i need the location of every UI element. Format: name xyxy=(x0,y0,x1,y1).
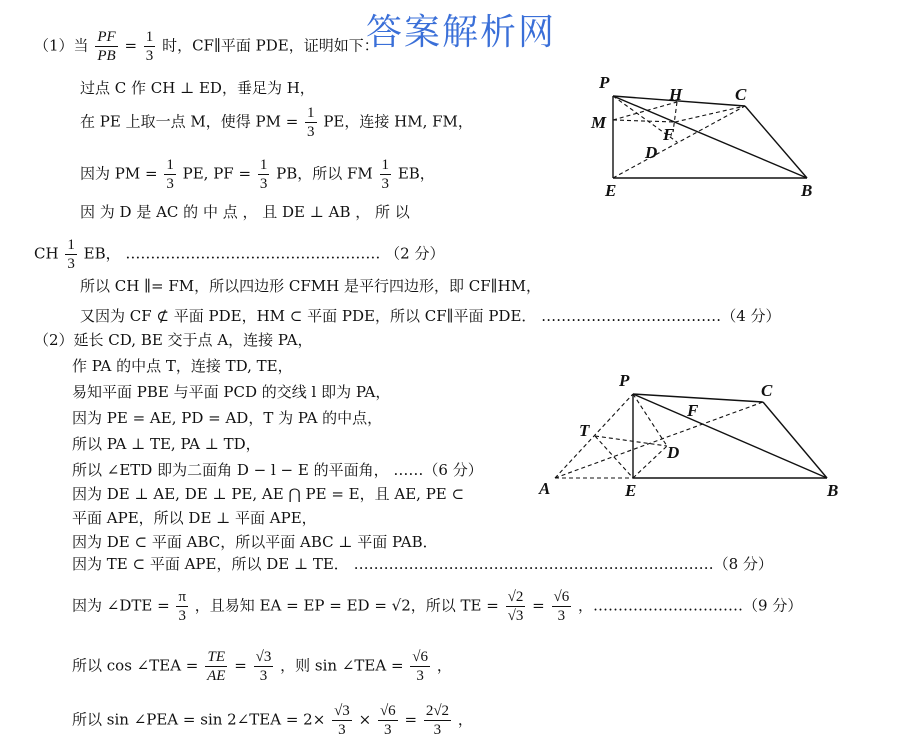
fraction-one-third: $\frac{1}{3}$ xyxy=(145,29,154,64)
figure-1 xyxy=(585,70,825,200)
part2-line7: 因为 DE ⊥ AE, DE ⊥ PE, AE ⋂ PE = E，且 AE, PE ⊂ xyxy=(72,485,465,503)
svg-text:D: D xyxy=(667,443,680,462)
svg-text:C: C xyxy=(761,381,773,400)
svg-text:P: P xyxy=(619,372,630,390)
svg-text:F: F xyxy=(663,125,675,144)
svg-text:C: C xyxy=(735,85,747,104)
part2-line5: 所以 PA ⊥ TE, PA ⊥ TD， xyxy=(72,435,261,453)
part2-line6: 所以 ∠ETD 即为二面角 D − l − E 的平面角， ……（6 分） xyxy=(72,461,483,479)
svg-text:B: B xyxy=(801,181,813,200)
part1-line3: 因为 PM = $\frac{1}{3}$ PE, PF = $\frac{1}{3}$ PB，所以 FM $\frac{1}{3}$ EB， xyxy=(80,157,435,192)
svg-text:T: T xyxy=(579,421,590,440)
fraction-pf-pb: $\frac{PF}{PB}$ xyxy=(97,29,116,64)
part2-line10: 因为 TE ⊂ 平面 APE，所以 DE ⊥ TE． ………………………………………………………………（8 分） xyxy=(72,555,773,573)
part2-line13: 所以 sin ∠PEA = sin 2∠TEA = 2× $\frac{√3}{3}$ × $\frac{√6}{3}$ = $\frac{2√2}{3}$ ， xyxy=(72,703,473,738)
svg-text:E: E xyxy=(605,181,617,200)
svg-text:F: F xyxy=(687,401,699,420)
part2-line3: 易知平面 PBE 与平面 PCD 的交线 l 即为 PA， xyxy=(72,383,391,401)
svg-text:A: A xyxy=(539,479,551,498)
part2-line2: 作 PA 的中点 T，连接 TD, TE， xyxy=(72,357,293,375)
part1-line5: CH $\frac{1}{3}$ EB， …………………………………………… （2 分） xyxy=(34,237,445,272)
svg-text:E: E xyxy=(625,481,637,500)
part1-line7: 又因为 CF ⊄ 平面 PDE，HM ⊂ 平面 PDE，所以 CF∥平面 PDE． ………………………………（4 分） xyxy=(80,307,781,325)
part2-line1: （2）延长 CD, BE 交于点 A，连接 PA， xyxy=(34,331,313,349)
part2-line9: 因为 DE ⊂ 平面 ABC，所以平面 ABC ⊥ 平面 PAB． xyxy=(72,533,438,551)
svg-text:P: P xyxy=(599,73,610,92)
figure-2 xyxy=(535,372,860,507)
svg-text:H: H xyxy=(669,85,683,104)
part1-line1: 过点 C 作 CH ⊥ ED，垂足为 H， xyxy=(80,79,315,97)
part2-line11: 因为 ∠DTE = $\frac{\pi}{3}$ ，且易知 EA = EP = ED = √2，所以 TE = $\frac{√2}{√3}$ = $\frac{√6}{3}$ ，…………………………（9 分） xyxy=(72,589,803,624)
part2-line4: 因为 PE = AE, PD = AD，T 为 PA 的中点， xyxy=(72,409,383,427)
svg-text:D: D xyxy=(645,143,658,162)
svg-text:B: B xyxy=(827,481,839,500)
part1-line4: 因 为 D 是 AC 的 中 点 ， 且 DE ⊥ AB ， 所 以 xyxy=(80,203,410,221)
part2-line12: 所以 cos ∠TEA = $\frac{TE}{AE}$ = $\frac{√3}{3}$ ，则 sin ∠TEA = $\frac{√6}{3}$ ， xyxy=(72,649,452,684)
part1-line6: 所以 CH ∥= FM，所以四边形 CFMH 是平行四边形，即 CF∥HM， xyxy=(80,277,542,295)
part1-line2: 在 PE 上取一点 M，使得 PM = $\frac{1}{3}$ PE，连接 HM, FM， xyxy=(80,105,473,140)
part2-line8: 平面 APE，所以 DE ⊥ 平面 APE， xyxy=(72,509,317,527)
watermark: 答案解析网 xyxy=(366,12,557,53)
part1-heading: （1）当 $\frac{PF}{PB}$ = $\frac{1}{3}$ 时，CF∥平面 PDE，证明如下： xyxy=(34,29,379,64)
svg-text:M: M xyxy=(591,113,607,132)
